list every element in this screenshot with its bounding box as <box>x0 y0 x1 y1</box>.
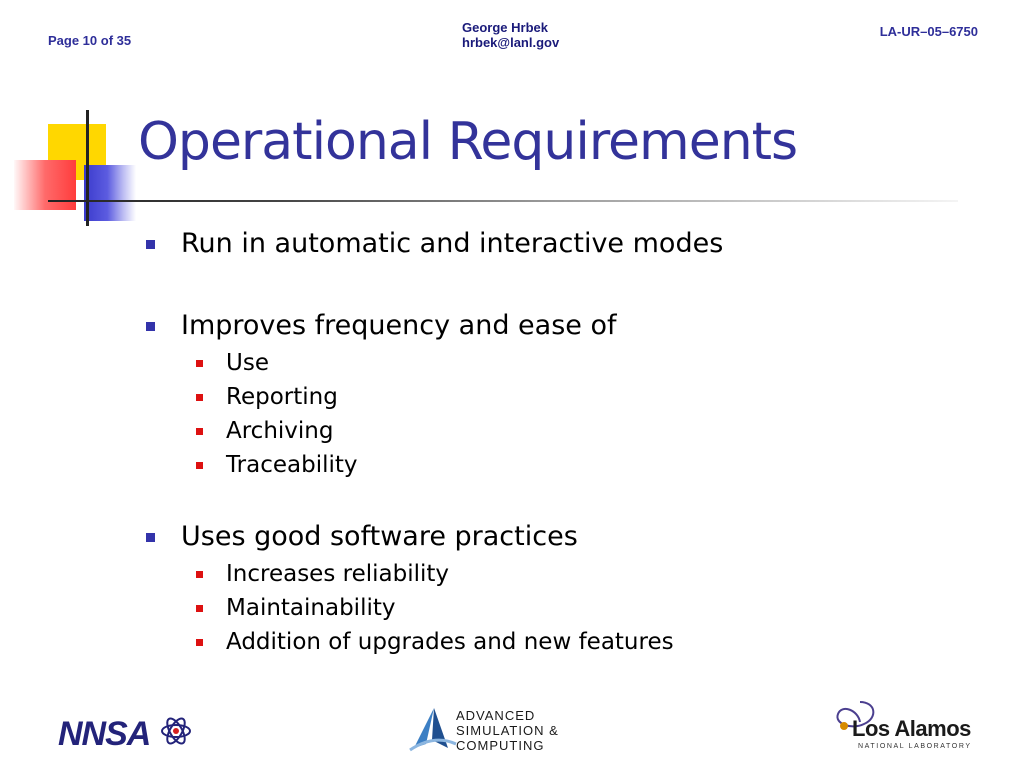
sub-bullet-square-icon <box>196 462 203 469</box>
sub-bullet-item <box>196 384 338 410</box>
bullet-item <box>146 310 617 341</box>
sub-bullet-item <box>196 350 269 376</box>
asc-logo <box>408 704 578 756</box>
sub-bullet-text: Addition of upgrades and new features <box>226 629 674 655</box>
bullet-text: Improves frequency and ease of <box>181 310 617 341</box>
decor-blue-square <box>84 165 136 221</box>
sub-bullet-item <box>196 418 334 444</box>
report-number: LA-UR–05–6750 <box>879 24 978 39</box>
nnsa-logo-text: NNSA <box>58 715 151 750</box>
sub-bullet-text: Use <box>226 350 269 376</box>
sub-bullet-text: Reporting <box>226 384 338 410</box>
asc-line3: COMPUTING <box>456 738 545 753</box>
asc-line2: SIMULATION & <box>456 723 559 738</box>
bullet-item <box>146 521 578 552</box>
lanl-name: Los Alamos <box>852 716 971 741</box>
sub-bullet-square-icon <box>196 639 203 646</box>
sub-bullet-item <box>196 595 396 621</box>
atom-icon <box>162 716 190 746</box>
decor-vertical-line <box>86 110 89 226</box>
sub-bullet-square-icon <box>196 428 203 435</box>
sub-bullet-square-icon <box>196 571 203 578</box>
author-block <box>462 20 559 50</box>
bullet-text: Run in automatic and interactive modes <box>181 228 724 259</box>
nnsa-logo <box>56 712 194 750</box>
sub-bullet-text: Maintainability <box>226 595 396 621</box>
sub-bullet-item <box>196 629 674 655</box>
sub-bullet-text: Traceability <box>226 452 358 478</box>
author-name: George Hrbek <box>462 20 548 35</box>
sub-bullet-text: Archiving <box>226 418 334 444</box>
sub-bullet-square-icon <box>196 360 203 367</box>
bullet-square-icon <box>146 533 155 542</box>
slide-title: Operational Requirements <box>138 112 798 172</box>
sub-bullet-square-icon <box>196 394 203 401</box>
asc-line1: ADVANCED <box>456 708 536 723</box>
sub-bullet-item <box>196 561 450 587</box>
bullet-square-icon <box>146 240 155 249</box>
decor-red-square <box>14 160 76 210</box>
lanl-logo <box>830 696 976 752</box>
lanl-subtitle: NATIONAL LABORATORY <box>858 743 972 750</box>
bullet-text: Uses good software practices <box>181 521 578 552</box>
bullet-item <box>146 228 724 259</box>
asc-swoosh-icon <box>410 708 456 750</box>
sub-bullet-item <box>196 452 358 478</box>
bullet-square-icon <box>146 322 155 331</box>
title-underline <box>48 200 958 202</box>
sub-bullet-text: Increases reliability <box>226 561 450 587</box>
sub-bullet-square-icon <box>196 605 203 612</box>
author-email: hrbek@lanl.gov <box>462 35 560 50</box>
page-number: Page 10 of 35 <box>48 33 132 48</box>
